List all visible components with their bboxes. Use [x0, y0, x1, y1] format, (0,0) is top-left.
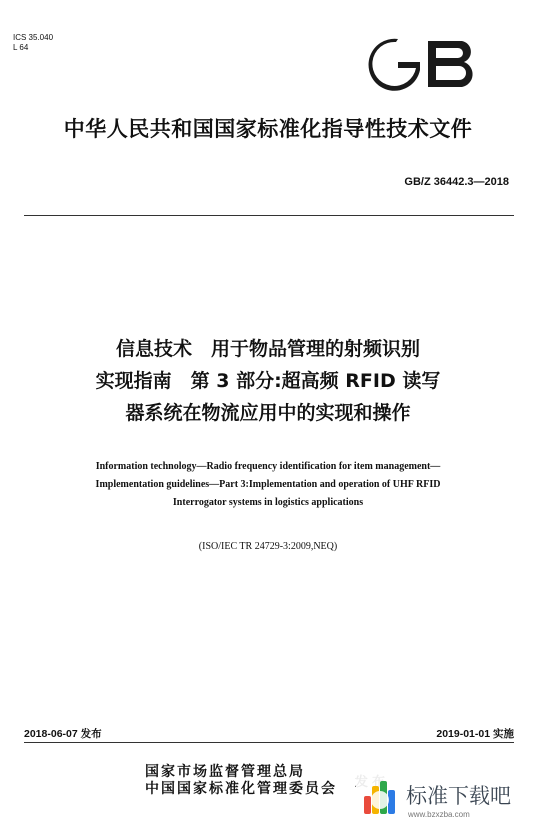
site-watermark[interactable]: [356, 774, 532, 826]
ics-classification: [13, 33, 53, 53]
watermark-title: 标准下载吧: [406, 784, 511, 808]
watermark-url[interactable]: www.bzxzba.com: [408, 810, 470, 819]
org-title: 中华人民共和国国家标准化指导性技术文件: [63, 117, 473, 141]
gb-logo: [368, 36, 480, 92]
implement-date: 2019-01-01 实施: [436, 728, 514, 740]
issuer-line-2: 中国国家标准化管理委员会: [145, 781, 337, 797]
cn-title-line-2: 实现指南 第 3 部分:超高频 RFID 读写: [95, 370, 441, 392]
chinese-title: [0, 333, 536, 429]
colorful-bars-icon: [362, 778, 398, 816]
issuer-block: [145, 764, 337, 798]
en-title-line-3: Interrogator systems in logistics applications: [172, 497, 364, 508]
english-title: [0, 458, 536, 512]
standard-number: GB/Z 36442.3—2018: [404, 176, 509, 188]
publish-date: 2018-06-07 发布: [24, 728, 102, 740]
iso-reference: (ISO/IEC TR 24729-3:2009,NEQ): [198, 541, 338, 552]
cn-title-line-3: 器系统在物流应用中的实现和操作: [125, 402, 411, 424]
cn-title-line-1: 信息技术 用于物品管理的射频识别: [115, 338, 420, 360]
issuer-line-1: 国家市场监督管理总局: [145, 764, 305, 780]
en-title-line-1: Information technology—Radio frequency identification for item management—: [95, 461, 441, 472]
bottom-divider: [24, 742, 514, 743]
class-code: L 64: [13, 43, 29, 52]
top-divider: [24, 215, 514, 216]
ics-code: ICS 35.040: [13, 33, 54, 42]
en-title-line-2: Implementation guidelines—Part 3:Implementation and operation of UHF RFID: [95, 479, 441, 490]
